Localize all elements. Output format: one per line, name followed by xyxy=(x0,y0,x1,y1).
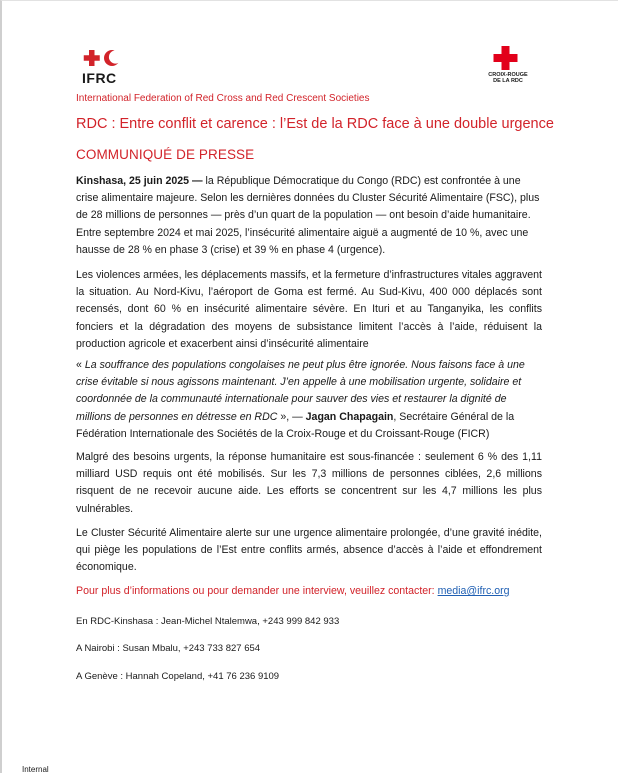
press-release-heading: COMMUNIQUÉ DE PRESSE xyxy=(76,147,255,162)
contact-line xyxy=(76,585,510,597)
classification-label: Internal xyxy=(22,765,49,774)
paragraph-2: Les violences armées, les déplacements massifs, et la fermeture d’infrastructures vitales aggravent la situation. Au Nord-Kivu, l’aéroport de Goma est fermé. Au Sud-Kivu, 400 000 déplacés sont recensés, dont 60 % en insécurité alimentaire sévère. En Ituri et au Tanganyika, les conflits fonciers et la dégradation des moyens de subsistance limitent l’accès à l’aide, réduisent la production agricole et exacerbent ainsi d’insécurité alimentaire xyxy=(76,269,542,350)
speaker-name: Jagan Chapagain xyxy=(305,410,394,423)
paragraph-3-quote xyxy=(76,357,542,443)
organization-name: International Federation of Red Cross and Red Crescent Societies xyxy=(76,93,370,104)
contact-email-link[interactable]: media@ifrc.org xyxy=(437,585,510,597)
paragraph-4: Malgré des besoins urgents, la réponse humanitaire est sous-financée : seulement 6 % des 1,11 milliard USD requis ont été mobilisés. Sur les 7,3 millions de personnes ciblées, 2,6 millions risquent de ne recevoir aucune aide. Les efforts se concentrent sur les 4,7 millions les plus vulnérables. xyxy=(76,451,542,515)
paragraph-1-text: la République Démocratique du Congo (RDC) est confrontée à une crise alimentaire majeure. Selon les dernières données du Cluster Sécurité Alimentaire (FSC), plus de 28 millions de personnes — près d’un quart de la population — ont besoin d’aide humanitaire. Entre septembre 2024 et mai 2025, l’insécurité alimentaire aiguë a augmenté de 10 %, avec une hausse de 28 % en phase 3 (crise) et 39 % en phase 4 (urgence). xyxy=(76,175,540,256)
ifrc-logo-text: IFRC xyxy=(82,70,117,86)
crdc-label-line1: CROIX-ROUGE xyxy=(488,72,528,78)
speaker-role: , Secrétaire Général de la Fédération Internationale des Sociétés de la Croix-Rouge et du Croissant-Rouge (FICR) xyxy=(76,410,515,440)
contact-lead: Pour plus d’informations ou pour demander une interview, veuillez contacter: xyxy=(76,585,438,597)
paragraph-1 xyxy=(76,173,542,259)
croix-rouge-rdc-logo xyxy=(484,45,548,87)
red-cross-crescent-icon xyxy=(82,48,130,70)
page-title: RDC : Entre conflit et carence : l’Est de la RDC face à une double urgence xyxy=(76,116,554,132)
contact-kinshasa: En RDC-Kinshasa : Jean-Michel Ntalemwa, +243 999 842 933 xyxy=(76,616,340,627)
dateline: Kinshasa, 25 juin 2025 — xyxy=(76,175,203,187)
quote-close: », — xyxy=(277,410,306,423)
contact-geneve: A Genève : Hannah Copeland, +41 76 236 9109 xyxy=(76,671,280,682)
paragraph-5: Le Cluster Sécurité Alimentaire alerte sur une urgence alimentaire prolongée, d’une gravité inédite, qui piège les populations de l’Est entre conflits armés, absence d’accès à l’aide et effondrement économique. xyxy=(76,527,542,574)
quote-open: « xyxy=(76,359,85,371)
ifrc-logo xyxy=(82,48,130,88)
red-cross-icon xyxy=(484,45,532,71)
croix-rouge-rdc-label xyxy=(484,72,532,84)
quote-text: La souffrance des populations congolaises ne peut plus être ignorée. Nous faisons face à une crise évitable si nous agissons maintenant. J’en appelle à une mobilisation urgente, solidaire et coordonnée de la communauté internationale pour sauver des vies et restaurer la dignité de millions de personnes en détresse en RDC xyxy=(76,359,525,423)
contact-nairobi: A Nairobi : Susan Mbalu, +243 733 827 654 xyxy=(76,643,261,654)
crdc-label-line2: DE LA RDC xyxy=(493,78,523,84)
